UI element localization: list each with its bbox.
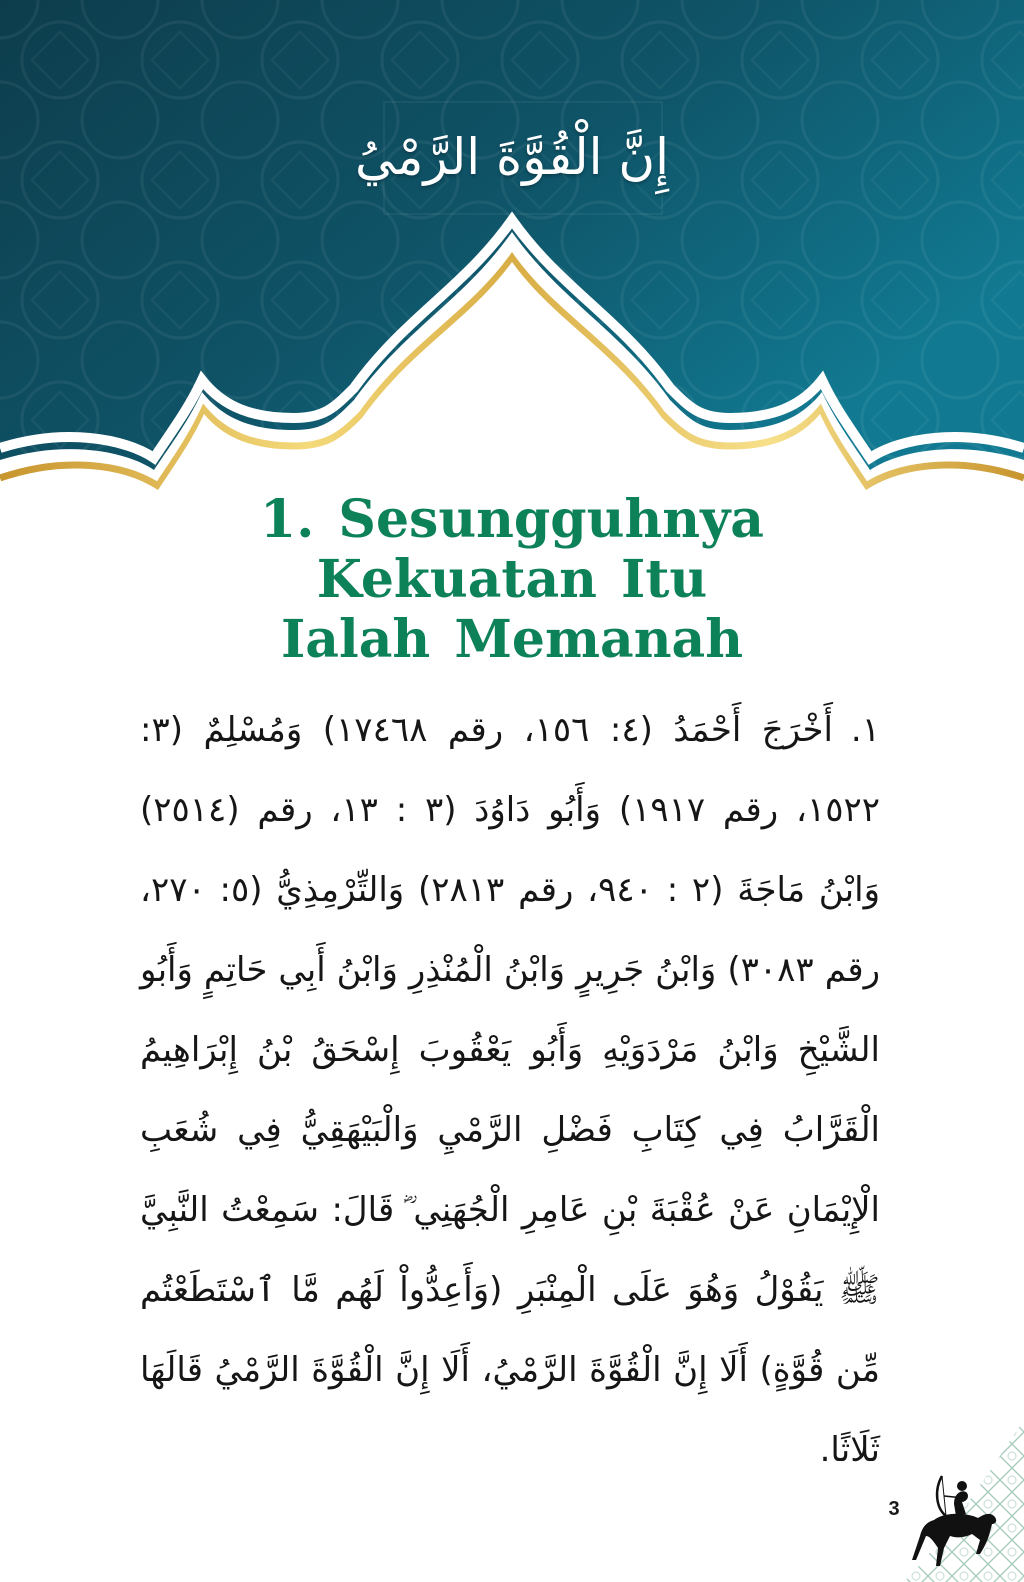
page-number: 3: [888, 1498, 900, 1520]
chapter-title-line-2: Kekuatan Itu: [316, 549, 708, 610]
horse-archer-icon: [904, 1420, 1024, 1582]
hadith-text: أَخْرَجَ أَحْمَدُ (٤: ١٥٦، رقم ١٧٤٦٨) وَمُسْلِمٌ (٣: ١٥٢٢، رقم ١٩١٧) وَأَبُو دَاوُدَ (٣ : ١٣، رقم (٢٥١٤) وَابْنُ مَاجَةَ (٢ : ٩٤٠، رقم ٢٨١٣) وَالتِّرْمِذِيُّ (٥: ٢٧٠، رقم ٣٠٨٣) وَابْنُ جَرِيرٍ وَابْنُ الْمُنْذِرِ وَابْنُ أَبِي حَاتِمٍ وَأَبُو الشَّيْخِ وَابْنُ مَرْدَوَيْهِ وَأَبُو يَعْقُوبَ إِسْحَقُ بْنُ إِبْرَاهِيمُ الْقَرَّابُ فِي كِتَابِ فَضْلِ الرَّمْيِ وَالْبَيْهَقِيُّ فِي شُعَبِ الْإِيْمَانِ عَنْ عُقْبَةَ بْنِ عَامِرِ الْجُهَنِي ؓ قَالَ: سَمِعْتُ النَّبِيَّ ﷺ يَقُوْلُ وَهُوَ عَلَى الْمِنْبَرِ (وَأَعِدُّواْ لَهُم مَّا ٱسْتَطَعْتُم مِّن قُوَّةٍ) أَلَا إِنَّ الْقُوَّةَ الرَّمْيُ، أَلَا إِنَّ الْقُوَّةَ الرَّمْيُ قَالَهَا ثَلَاثًا.: [140, 710, 881, 1470]
chapter-title-line-3: Ialah Memanah: [280, 609, 744, 670]
chapter-title-line-1: 1. Sesungguhnya: [260, 489, 764, 550]
hadith-number: ١.: [850, 710, 880, 750]
corner-decoration: [904, 1420, 1024, 1582]
header-banner: [0, 0, 1024, 520]
header-background: [0, 0, 1024, 520]
hadith-text-block: [140, 690, 880, 1490]
chapter-title: [162, 490, 862, 670]
arabic-title: إِنَّ الْقُوَّةَ الرَّمْيُ: [354, 128, 669, 186]
